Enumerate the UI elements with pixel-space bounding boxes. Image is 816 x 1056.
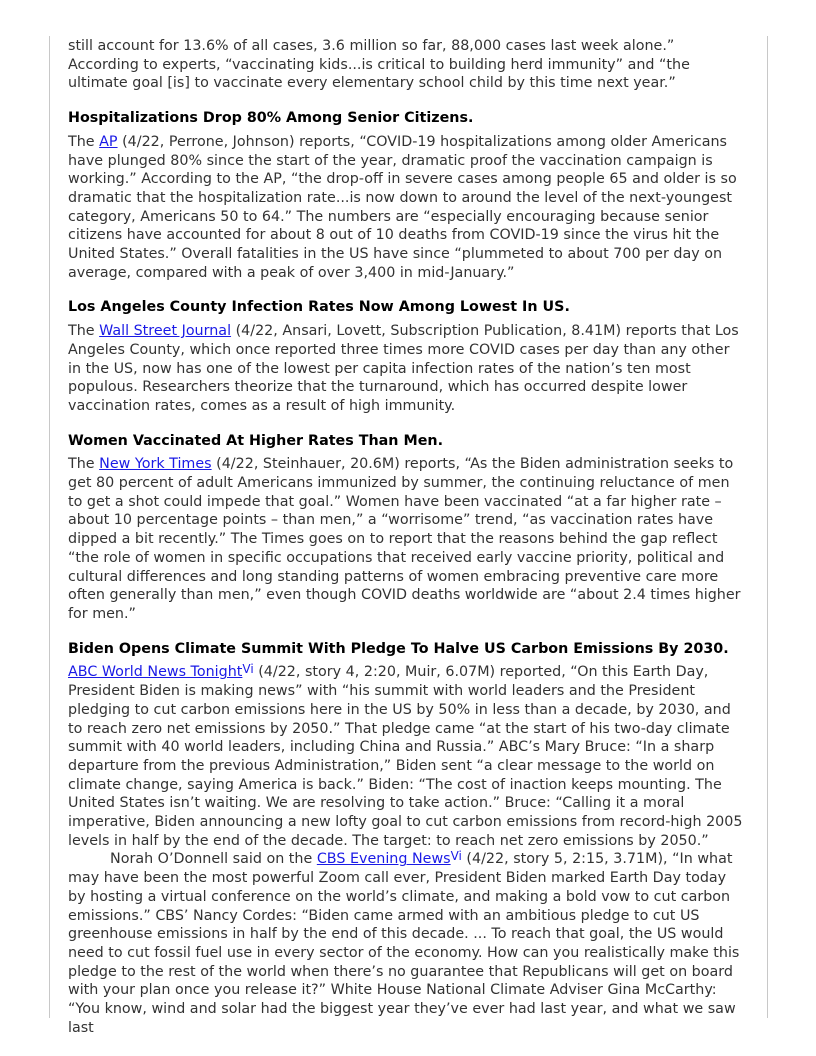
article-headline: Los Angeles County Infection Rates Now Among Lowest In US.	[68, 299, 570, 316]
article-body: The New York Times (4/22, Steinhauer, 20.6M) reports, “As the Biden administration seeks to get 80 percent of adult Americans immunized by summer, the continuing reluctance of men to get a shot could impede that goal.” Women have been vaccinated “at a far higher rate – about 10 percentage points – than men,” a “worrisome” trend, “as vaccination rates have dipped a bit recently.” The Times goes on to report that the reasons behind the gap reflect “the role of women in specific occupations that received early vaccine priority, political and cultural differences and long standing patterns of women embracing preventive care more often generally than men,” even though COVID deaths worldwide are “about 2.4 times higher for men.”	[68, 456, 741, 622]
article-body: ABC World News Tonight$^{Vi}$ (4/22, story 4, 2:20, Muir, 6.07M) reported, “On this Earth Day, President Biden is making news” with “his summit with world leaders and the President pledging to cut carbon emissions here in the US by 50% in less than a decade, by 2030, and to reach zero net emissions by 2050.” That pledge came “at the start of his two-day climate summit with 40 world leaders, including China and Russia.” ABC’s Mary Bruce: “In a sharp departure from the previous Administration,” Biden sent “a clear message to the world on climate change, saying America is back.” Biden: “The cost of inaction keeps mounting. The United States isn’t waiting. We are resolving to take action.” Bruce: “Calling it a moral imperative, Biden announcing a new lofty goal to cut carbon emissions from record-high 2005 levels in half by the end of the decade. The target: to reach net zero emissions by 2050.”	[68, 662, 743, 849]
newsletter-content	[68, 37, 746, 1037]
article-body-continued: Norah O’Donnell said on the CBS Evening News$^{Vi}$ (4/22, story 5, 2:15, 3.71M), “In what may have been the most powerful Zoom call ever, President Biden marked Earth Day today by hosting a virtual conference on the world’s climate, and making a bold vow to cut carbon emissions.” CBS’ Nancy Cordes: “Biden came armed with an ambitious pledge to cut US greenhouse emissions in half by the end of this decade. ... To reach that goal, the US would need to cut fossil fuel use in every sector of the economy. How can you realistically make this pledge to the rest of the world when there’s no guarantee that Republicans will get on board with your plan once you release it?” White House National Climate Adviser Gina McCarthy: “You know, wind and solar had the biggest year they’ve ever had last year, and what we saw last	[68, 849, 740, 1036]
source-link-nyt[interactable]: New York Times	[99, 456, 212, 473]
article-headline: Biden Opens Climate Summit With Pledge To Halve US Carbon Emissions By 2030.	[68, 640, 729, 657]
source-link-ap[interactable]: AP	[99, 133, 118, 150]
source-link-wsj[interactable]: Wall Street Journal	[99, 323, 232, 340]
right-margin-rule	[767, 36, 768, 1018]
video-icon[interactable]: Vi	[450, 849, 462, 864]
video-icon[interactable]: Vi	[242, 662, 254, 677]
intro-paragraph: still account for 13.6% of all cases, 3.6 million so far, 88,000 cases last week alone.” According to experts, “vaccinating kids...is critical to building herd immunity” and “the ultimate goal [is] to vaccinate every elementary school child by this time next year.”	[68, 38, 690, 92]
article-headline: Women Vaccinated At Higher Rates Than Men.	[68, 432, 443, 449]
article-body: The Wall Street Journal (4/22, Ansari, Lovett, Subscription Publication, 8.41M) reports that Los Angeles County, which once reported three times more COVID cases per day than any other in the US, now has one of the lowest per capita infection rates of the nation’s ten most populous. Researchers theorize that the turnaround, which has occurred despite lower vaccination rates, comes as a result of high immunity.	[68, 323, 739, 414]
left-margin-rule	[49, 36, 50, 1018]
article-women-vaccinated	[68, 432, 746, 624]
source-link-cbs[interactable]: CBS Evening News	[316, 851, 451, 868]
article-los-angeles	[68, 298, 746, 415]
article-headline: Hospitalizations Drop 80% Among Senior Citizens.	[68, 110, 474, 127]
article-hospitalizations	[68, 109, 746, 282]
article-body: The AP (4/22, Perrone, Johnson) reports, “COVID-19 hospitalizations among older Americans have plunged 80% since the start of the year, dramatic proof the vaccination campaign is working.” According to the AP, “the drop-off in severe cases among people 65 and older is so dramatic that the hospitalization rate...is now down to around the level of the next-youngest category, Americans 50 to 64.” The numbers are “especially encouraging because senior citizens have accounted for about 8 out of 10 deaths from COVID-19 since the virus hit the United States.” Overall fatalities in the US have since “plummeted to about 700 per day on average, compared with a peak of over 3,400 in mid-January.”	[68, 133, 737, 281]
article-climate-summit	[68, 640, 746, 1038]
source-link-abc[interactable]: ABC World News Tonight	[68, 664, 243, 681]
